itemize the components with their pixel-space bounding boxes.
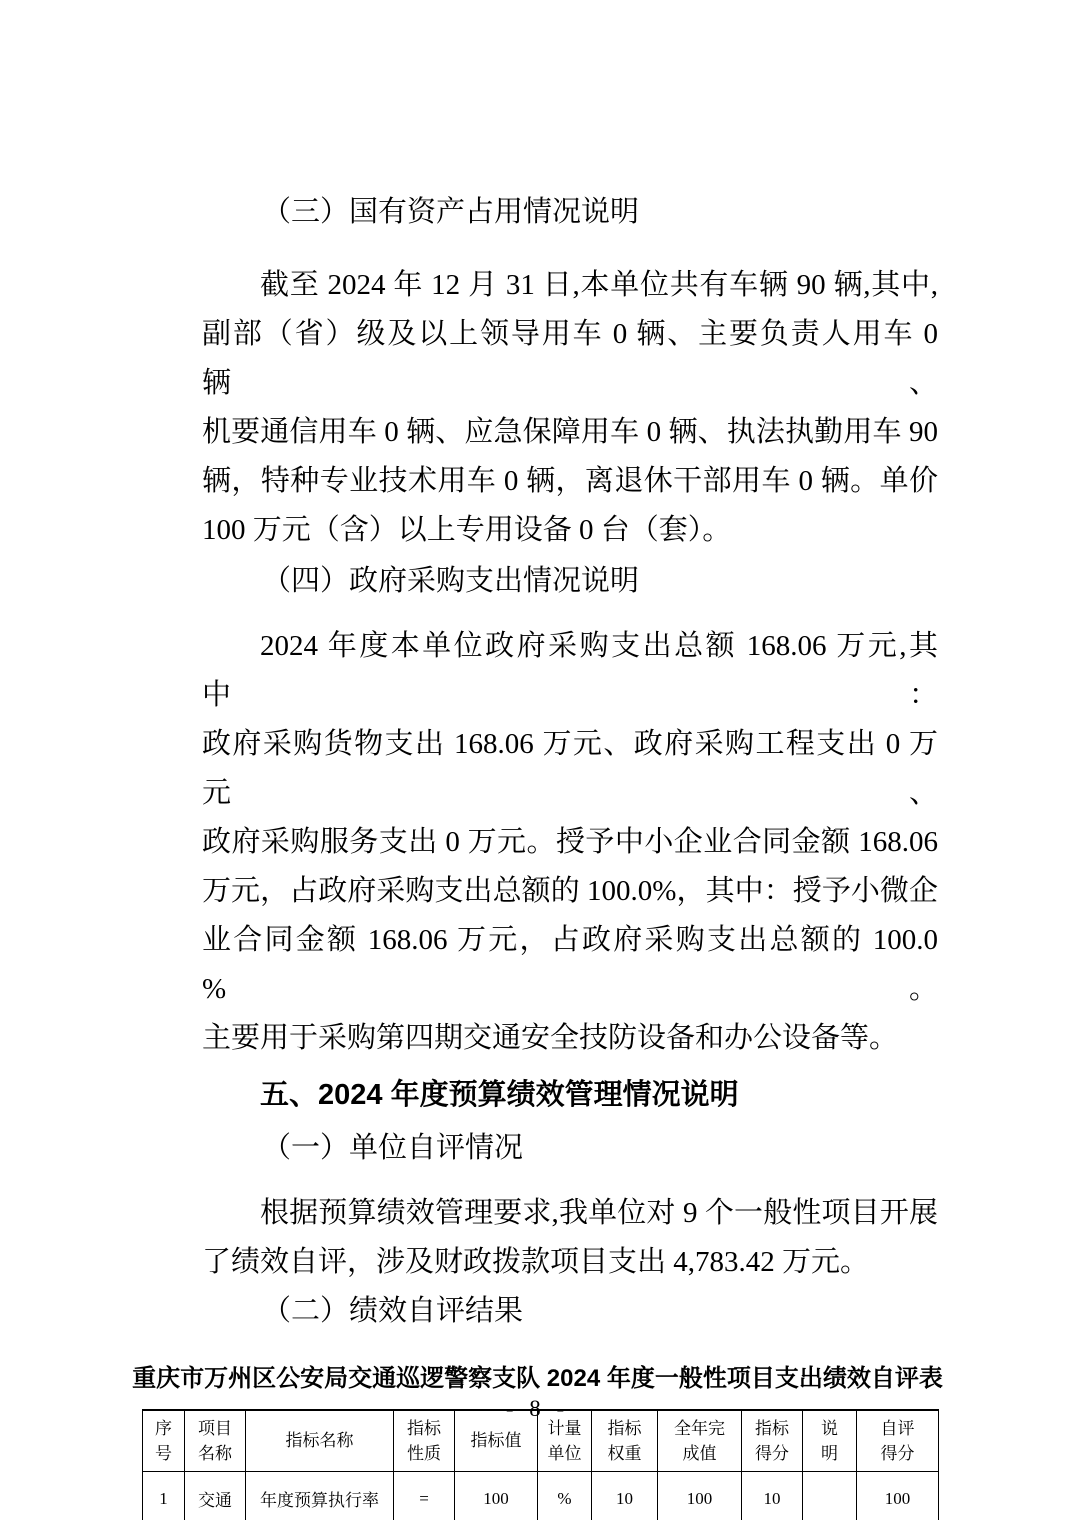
header-text: 自评: [880, 1418, 915, 1438]
page-number: - 8 -: [505, 1396, 570, 1421]
text-line: 政府采购服务支出 0 万元。授予中小企业合同金额 168.06: [202, 826, 938, 858]
cell-project: 交通: [185, 1471, 246, 1520]
cell-completion: 100: [658, 1471, 742, 1520]
header-text: 性质: [407, 1443, 441, 1463]
header-text: 得分: [880, 1443, 915, 1463]
header-text: 明: [821, 1443, 838, 1463]
text-line: 副部（省）级及以上领导用车 0 辆、主要负责人用车 0 辆、: [202, 318, 938, 399]
header-text: 序: [155, 1418, 172, 1438]
paragraph-gov-procurement: [0, 622, 1075, 1063]
paragraph-state-assets: [0, 261, 1075, 555]
text-line: 业合同金额 168.06 万元，占政府采购支出总额的 100.0 %。: [202, 924, 938, 1005]
section-heading-state-assets: （三）国有资产占用情况说明: [262, 196, 640, 228]
text-line: 截至 2024 年 12 月 31 日,本单位共有车辆 90 辆,其中,: [260, 269, 938, 301]
cell-indicator-name: 年度预算执行率: [246, 1471, 394, 1520]
text-line: 辆，特种专业技术用车 0 辆，离退休干部用车 0 辆。单价: [202, 465, 938, 497]
paragraph-self-eval: [0, 1189, 1075, 1287]
header-text: 号: [155, 1443, 172, 1463]
header-text: 名称: [198, 1443, 232, 1463]
cell-serial: 1: [143, 1471, 185, 1520]
cell-weight: 10: [592, 1471, 658, 1520]
cell-unit: %: [538, 1471, 592, 1520]
cell-self-score: 100: [857, 1471, 939, 1520]
cell-score: 10: [742, 1471, 803, 1520]
header-text: 得分: [755, 1443, 789, 1463]
cell-note: [803, 1471, 857, 1520]
section-heading-performance-mgmt: 五、2024 年度预算绩效管理情况说明: [260, 1079, 739, 1111]
header-text: 全年完: [674, 1418, 725, 1438]
section-heading-gov-procurement: （四）政府采购支出情况说明: [262, 565, 640, 597]
text-line: 100 万元（含）以上专用设备 0 台（套）。: [202, 514, 732, 546]
text-line: 万元，占政府采购支出总额的 100.0%，其中：授予小微企: [202, 875, 938, 907]
table-title: 重庆市万州区公安局交通巡逻警察支队 2024 年度一般性项目支出绩效自评表: [132, 1365, 943, 1392]
header-text: 说: [821, 1418, 838, 1438]
header-text: 指标名称: [285, 1431, 354, 1451]
text-line: 政府采购货物支出 168.06 万元、政府采购工程支出 0 万元、: [202, 728, 938, 809]
table-row: [143, 1471, 939, 1520]
header-text: 成值: [682, 1443, 717, 1463]
text-line: 了绩效自评，涉及财政拨款项目支出 4,783.42 万元。: [202, 1246, 870, 1278]
header-text: 指标: [607, 1418, 642, 1438]
header-text: 计量: [547, 1418, 582, 1438]
header-text: 项目: [198, 1418, 232, 1438]
header-text: 指标值: [470, 1431, 522, 1451]
section-heading-self-eval: （一）单位自评情况: [262, 1132, 524, 1164]
text-line: 根据预算绩效管理要求,我单位对 9 个一般性项目开展: [260, 1197, 938, 1229]
cell-value: 100: [455, 1471, 538, 1520]
text-line: 机要通信用车 0 辆、应急保障用车 0 辆、执法执勤用车 90: [202, 416, 938, 448]
performance-self-eval-table: [142, 1409, 939, 1520]
section-heading-self-eval-result: （二）绩效自评结果: [262, 1295, 524, 1327]
header-text: 单位: [547, 1443, 582, 1463]
header-text: 权重: [607, 1443, 642, 1463]
header-text: 指标: [407, 1418, 441, 1438]
header-text: 指标: [755, 1418, 789, 1438]
text-line: 主要用于采购第四期交通安全技防设备和办公设备等。: [202, 1022, 899, 1054]
cell-nature: =: [394, 1471, 455, 1520]
text-line: 2024 年度本单位政府采购支出总额 168.06 万元,其中：: [202, 630, 938, 711]
